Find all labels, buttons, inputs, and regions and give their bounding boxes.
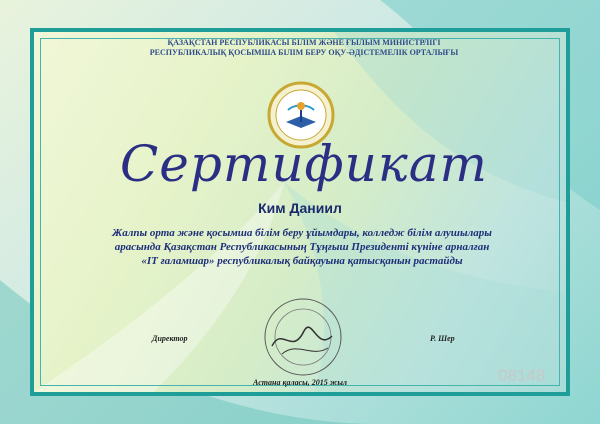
recipient-name: Ким Даниил bbox=[258, 200, 342, 216]
official-stamp-signature bbox=[262, 296, 344, 378]
director-label: Директор bbox=[152, 334, 188, 343]
signer-name: Р. Шер bbox=[430, 334, 455, 343]
certificate-title: Сертификат bbox=[120, 135, 488, 193]
ministry-header bbox=[94, 38, 514, 58]
certificate-frame bbox=[30, 28, 570, 396]
body-line-2: арасында Қазақстан Республикасының Тұңғыш Президенті күніне арналған bbox=[114, 241, 490, 253]
body-line-3: «IT ғаламшар» республикалық байқауына қатысқанын растайды bbox=[141, 255, 463, 267]
city-year: Астана қаласы, 2015 жыл bbox=[253, 378, 347, 387]
body-line-1: Жалпы орта және қосымша білім беру ұйымдары, колледж білім алушылары bbox=[112, 227, 492, 239]
certificate-body bbox=[62, 226, 542, 268]
header-line-1: ҚАЗАҚСТАН РЕСПУБЛИКАСЫ БІЛІМ ЖӘНЕ ҒЫЛЫМ МИНИСТРЛІГІ bbox=[167, 38, 441, 47]
header-line-2: РЕСПУБЛИКАЛЫҚ ҚОСЫМША БІЛІМ БЕРУ ОҚУ-ӘДІСТЕМЕЛІК ОРТАЛЫҒЫ bbox=[149, 48, 459, 57]
certificate-number: 08148 bbox=[498, 366, 546, 385]
